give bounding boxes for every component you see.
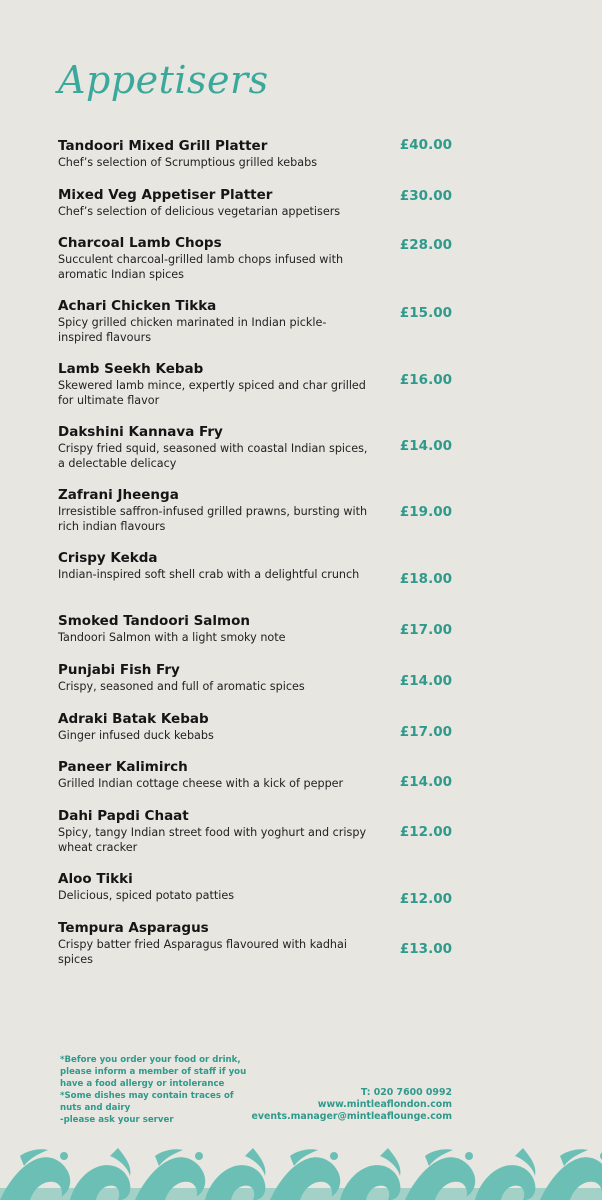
item-price: £18.00: [399, 571, 452, 587]
item-name: Adraki Batak Kebab: [58, 711, 209, 727]
menu-item: [58, 807, 454, 855]
item-name: Charcoal Lamb Chops: [58, 235, 222, 251]
item-price: £15.00: [399, 305, 452, 321]
item-description: Grilled Indian cottage cheese with a kick of pepper: [58, 777, 344, 790]
item-description: Chef’s selection of delicious vegetarian appetisers: [58, 205, 341, 218]
menu-item: [58, 360, 454, 408]
item-description: Chef’s selection of Scrumptious grilled kebabs: [58, 156, 318, 169]
item-description: Ginger infused duck kebabs: [58, 729, 214, 742]
note-line: *Some dishes may contain traces of: [60, 1091, 234, 1101]
item-description: Spicy grilled chicken marinated in Indian pickle-inspired flavours: [58, 316, 327, 344]
item-name: Punjabi Fish Fry: [58, 662, 180, 678]
item-price: £17.00: [399, 724, 452, 740]
decorative-pattern: [0, 1148, 602, 1200]
menu-item: [58, 486, 454, 534]
note-line: -please ask your server: [60, 1115, 174, 1125]
item-description: Succulent charcoal-grilled lamb chops infused with aromatic Indian spices: [58, 253, 344, 281]
item-price: £40.00: [399, 137, 452, 153]
item-price: £30.00: [399, 188, 452, 204]
page-title: Appetisers: [58, 58, 269, 102]
item-price: £16.00: [399, 372, 452, 388]
note-line: *Before you order your food or drink,: [60, 1055, 241, 1065]
menu-item: [58, 297, 454, 345]
menu-item: [58, 137, 454, 171]
item-description: Skewered lamb mince, expertly spiced and char grilled for ultimate flavor: [58, 379, 366, 407]
item-price: £19.00: [399, 504, 452, 520]
contact-block: [252, 1087, 452, 1123]
item-name: Crispy Kekda: [58, 550, 158, 566]
phone-number: T: 020 7600 0992: [360, 1087, 452, 1098]
item-description: Irresistible saffron-infused grilled prawns, bursting with rich indian flavours: [58, 505, 368, 533]
menu-item: [58, 758, 454, 792]
item-price: £12.00: [399, 824, 452, 840]
item-name: Paneer Kalimirch: [58, 759, 188, 775]
item-price: £14.00: [399, 438, 452, 454]
menu-item: [58, 870, 454, 907]
menu-item: [58, 549, 454, 587]
note-line: nuts and dairy: [60, 1103, 131, 1113]
item-name: Tempura Asparagus: [58, 920, 209, 936]
menu-item: [58, 234, 454, 282]
menu-item: [58, 423, 454, 471]
item-price: £14.00: [399, 774, 452, 790]
item-description: Tandoori Salmon with a light smoky note: [58, 631, 286, 644]
item-name: Lamb Seekh Kebab: [58, 361, 204, 377]
item-price: £17.00: [399, 622, 452, 638]
item-name: Aloo Tikki: [58, 871, 133, 887]
item-price: £12.00: [399, 891, 452, 907]
item-price: £28.00: [399, 237, 452, 253]
item-name: Tandoori Mixed Grill Platter: [58, 138, 268, 154]
item-name: Dakshini Kannava Fry: [58, 424, 223, 440]
item-description: Delicious, spiced potato patties: [58, 889, 235, 902]
item-price: £14.00: [399, 673, 452, 689]
menu-item: [58, 612, 454, 646]
email-link[interactable]: events.manager@mintleaflounge.com: [251, 1111, 452, 1122]
website-link[interactable]: www.mintleaflondon.com: [317, 1099, 452, 1110]
menu-item: [58, 710, 454, 744]
item-description: Crispy batter fried Asparagus flavoured with kadhai spices: [58, 938, 347, 966]
note-line: have a food allergy or intolerance: [60, 1079, 225, 1089]
menu-item: [58, 919, 454, 967]
item-name: Dahi Papdi Chaat: [58, 808, 189, 824]
item-name: Smoked Tandoori Salmon: [58, 613, 250, 629]
item-price: £13.00: [399, 941, 452, 957]
allergy-notes: [60, 1054, 250, 1126]
item-description: Crispy fried squid, seasoned with coastal Indian spices, a delectable delicacy: [58, 442, 368, 470]
item-name: Achari Chicken Tikka: [58, 298, 217, 314]
item-description: Indian-inspired soft shell crab with a delightful crunch: [58, 568, 360, 581]
note-line: please inform a member of staff if you: [60, 1067, 247, 1077]
item-name: Zafrani Jheenga: [58, 487, 179, 503]
menu-item: [58, 186, 454, 220]
item-description: Crispy, seasoned and full of aromatic spices: [58, 680, 305, 693]
item-name: Mixed Veg Appetiser Platter: [58, 187, 273, 203]
menu-item: [58, 661, 454, 695]
item-description: Spicy, tangy Indian street food with yoghurt and crispy wheat cracker: [58, 826, 367, 854]
